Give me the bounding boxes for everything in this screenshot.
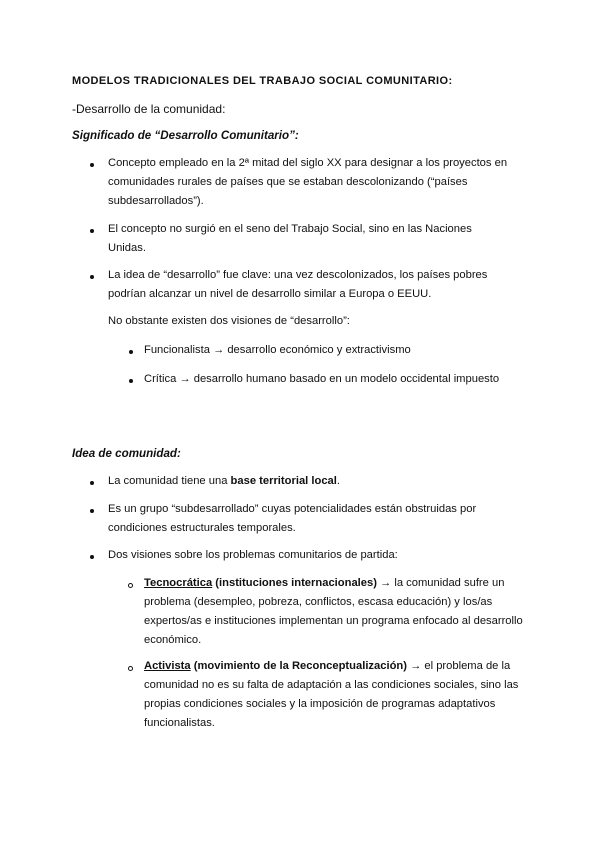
document-title: MODELOS TRADICIONALES DEL TRABAJO SOCIAL COMUNITARIO:	[72, 75, 453, 87]
bullet-dot	[90, 275, 94, 279]
bullet-dot	[90, 481, 94, 485]
significado-bullet-2: El concepto no surgió en el seno del Trabajo Social, sino en las Naciones Unidas.	[108, 223, 472, 255]
section-heading: -Desarrollo de la comunidad:	[72, 102, 226, 116]
activista-term: Activista	[144, 660, 191, 672]
bullet-dot	[90, 163, 94, 167]
significado-bullet-3: La idea de “desarrollo” fue clave: una vez descolonizados, los países pobres podrían alcanzar un nivel de desarrollo similar a Europa o EEUU.	[108, 269, 488, 301]
tecnocratica-term: Tecnocrática	[144, 577, 213, 589]
bullet-dot	[90, 555, 94, 559]
bullet-dot	[90, 229, 94, 233]
significado-note: No obstante existen dos visiones de “desarrollo”:	[108, 315, 350, 327]
comunidad-heading: Idea de comunidad:	[72, 447, 181, 460]
significado-heading: Significado de “Desarrollo Comunitario”:	[72, 129, 299, 142]
activista-qualifier: (movimiento de la Reconceptualización)	[190, 660, 407, 672]
bullet-dot	[90, 509, 94, 513]
comunidad-bullet-1-end: .	[336, 475, 340, 487]
vision-tecnocratica	[144, 574, 529, 650]
sub-bullet-dot	[129, 379, 133, 383]
comunidad-bullet-3: Dos visiones sobre los problemas comunitarios de partida:	[108, 549, 398, 561]
sub-bullet-circle	[128, 666, 133, 671]
sub-bullet-circle	[128, 583, 133, 588]
comunidad-bullet-1-bold: base territorial local	[230, 475, 337, 487]
activista-description: → el problema de la comunidad no es su falta de adaptación a las condiciones sociales, sino las propias condiciones sociales y la imposición de programas adaptativos funcionalistas.	[144, 660, 519, 730]
comunidad-bullet-1-text: La comunidad tiene una	[108, 475, 231, 487]
tecnocratica-description: → la comunidad sufre un problema (desempleo, pobreza, conflictos, escasa educación) y los/as expertos/as e instituciones implementan un programa enfocado al desarrollo económico.	[144, 577, 523, 647]
vision-funcionalista: Funcionalista → desarrollo económico y extractivismo	[144, 344, 411, 356]
vision-critica: Crítica → desarrollo humano basado en un modelo occidental impuesto	[144, 373, 500, 385]
significado-bullet-1: Concepto empleado en la 2ª mitad del siglo XX para designar a los proyectos en comunidades rurales de países que se estaban descolonizando (“países subdesarrollados”).	[108, 157, 508, 208]
comunidad-bullet-1	[108, 472, 508, 491]
vision-activista	[144, 657, 529, 733]
comunidad-bullet-2: Es un grupo “subdesarrollado” cuyas potencialidades están obstruidas por condiciones estructurales temporales.	[108, 503, 477, 535]
tecnocratica-qualifier: (instituciones internacionales)	[212, 577, 377, 589]
sub-bullet-dot	[129, 350, 133, 354]
